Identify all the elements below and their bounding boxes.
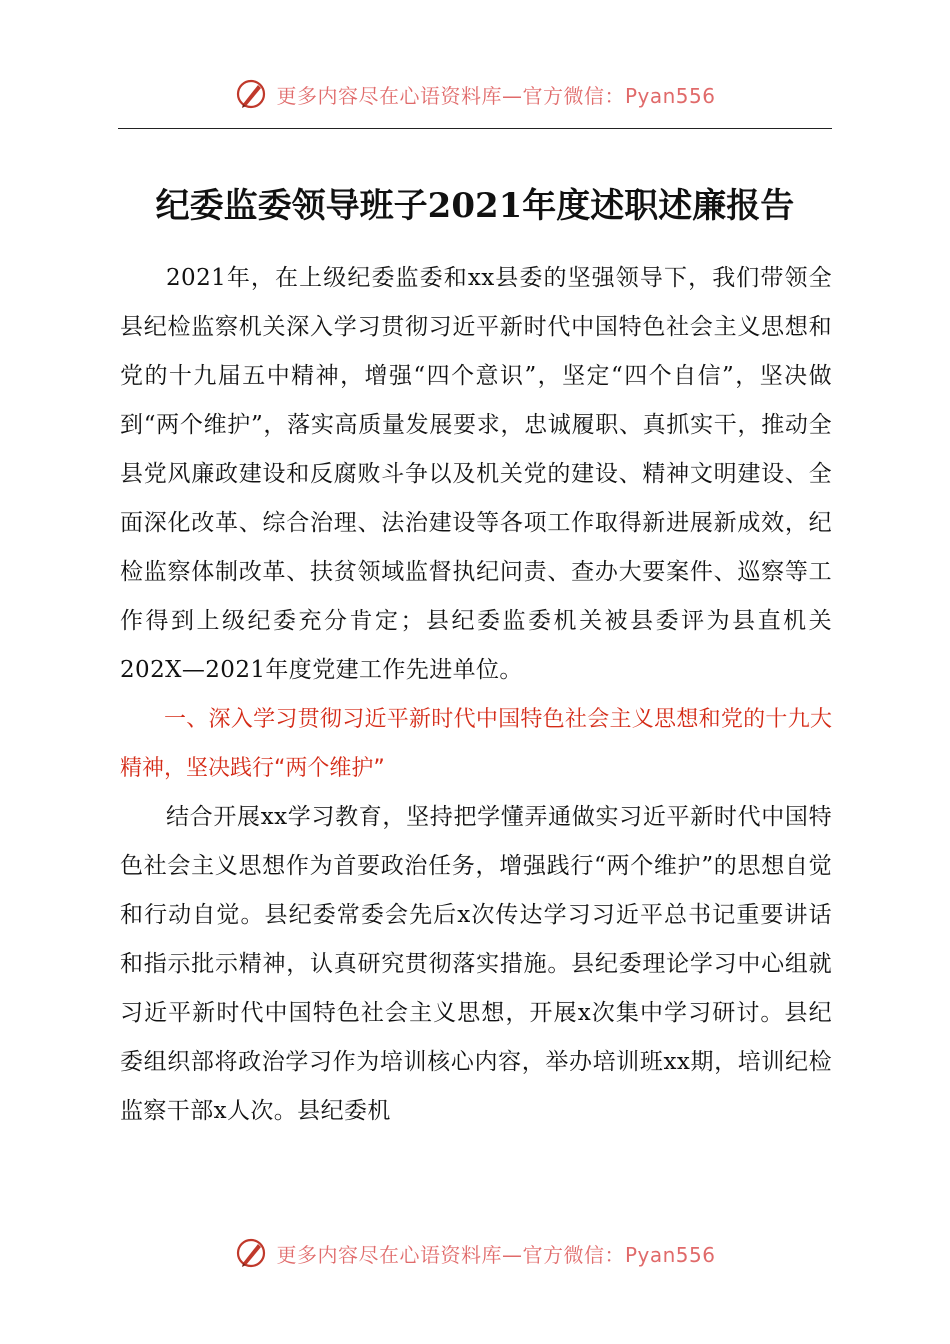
section-heading: 一、深入学习贯彻习近平新时代中国特色社会主义思想和党的十九大精神，坚决践行“两个维护” — [120, 707, 832, 781]
body-paragraph: 结合开展xx学习教育，坚持把学懂弄通做实习近平新时代中国特色社会主义思想作为首要政治任务，增强践行“两个维护”的思想自觉和行动自觉。县纪委常委会先后x次传达学习习近平总书记重要讲话和指示批示精神，认真研究贯彻落实措施。县纪委理论学习中心组就习近平新时代中国特色社会主义思想，开展x次集中学习研讨。县纪委组织部将政治学习作为培训核心内容，举办培训班xx期，培训纪检监察干部x人次。县纪委机 — [120, 804, 832, 1124]
header-rule — [118, 128, 832, 129]
watermark-footer — [0, 1236, 950, 1270]
watermark-header-text: 更多内容尽在心语资料库—官方微信：Pyan556 — [276, 83, 716, 108]
body-paragraph: 2021年，在上级纪委监委和xx县委的坚强领导下，我们带领全县纪检监察机关深入学习贯彻习近平新时代中国特色社会主义思想和党的十九届五中精神，增强“四个意识”，坚定“四个自信”，坚决做到“两个维护”，落实高质量发展要求，忠诚履职、真抓实干，推动全县党风廉政建设和反腐败斗争以及机关党的建设、精神文明建设、全面深化改革、综合治理、法治建设等各项工作取得新进展新成效，纪检监察体制改革、扶贫领域监督执纪问责、查办大要案件、巡察等工作得到上级纪委充分肯定；县纪委监委机关被县委评为县直机关202X—2021年度党建工作先进单位。 — [120, 265, 832, 683]
pen-logo-icon — [234, 77, 268, 111]
watermark-header — [0, 77, 950, 111]
document-title: 纪委监委领导班子2021年度述职述廉报告 — [155, 186, 795, 226]
pen-logo-icon — [234, 1236, 268, 1270]
document-body — [120, 254, 832, 1136]
watermark-footer-text: 更多内容尽在心语资料库—官方微信：Pyan556 — [276, 1242, 716, 1267]
